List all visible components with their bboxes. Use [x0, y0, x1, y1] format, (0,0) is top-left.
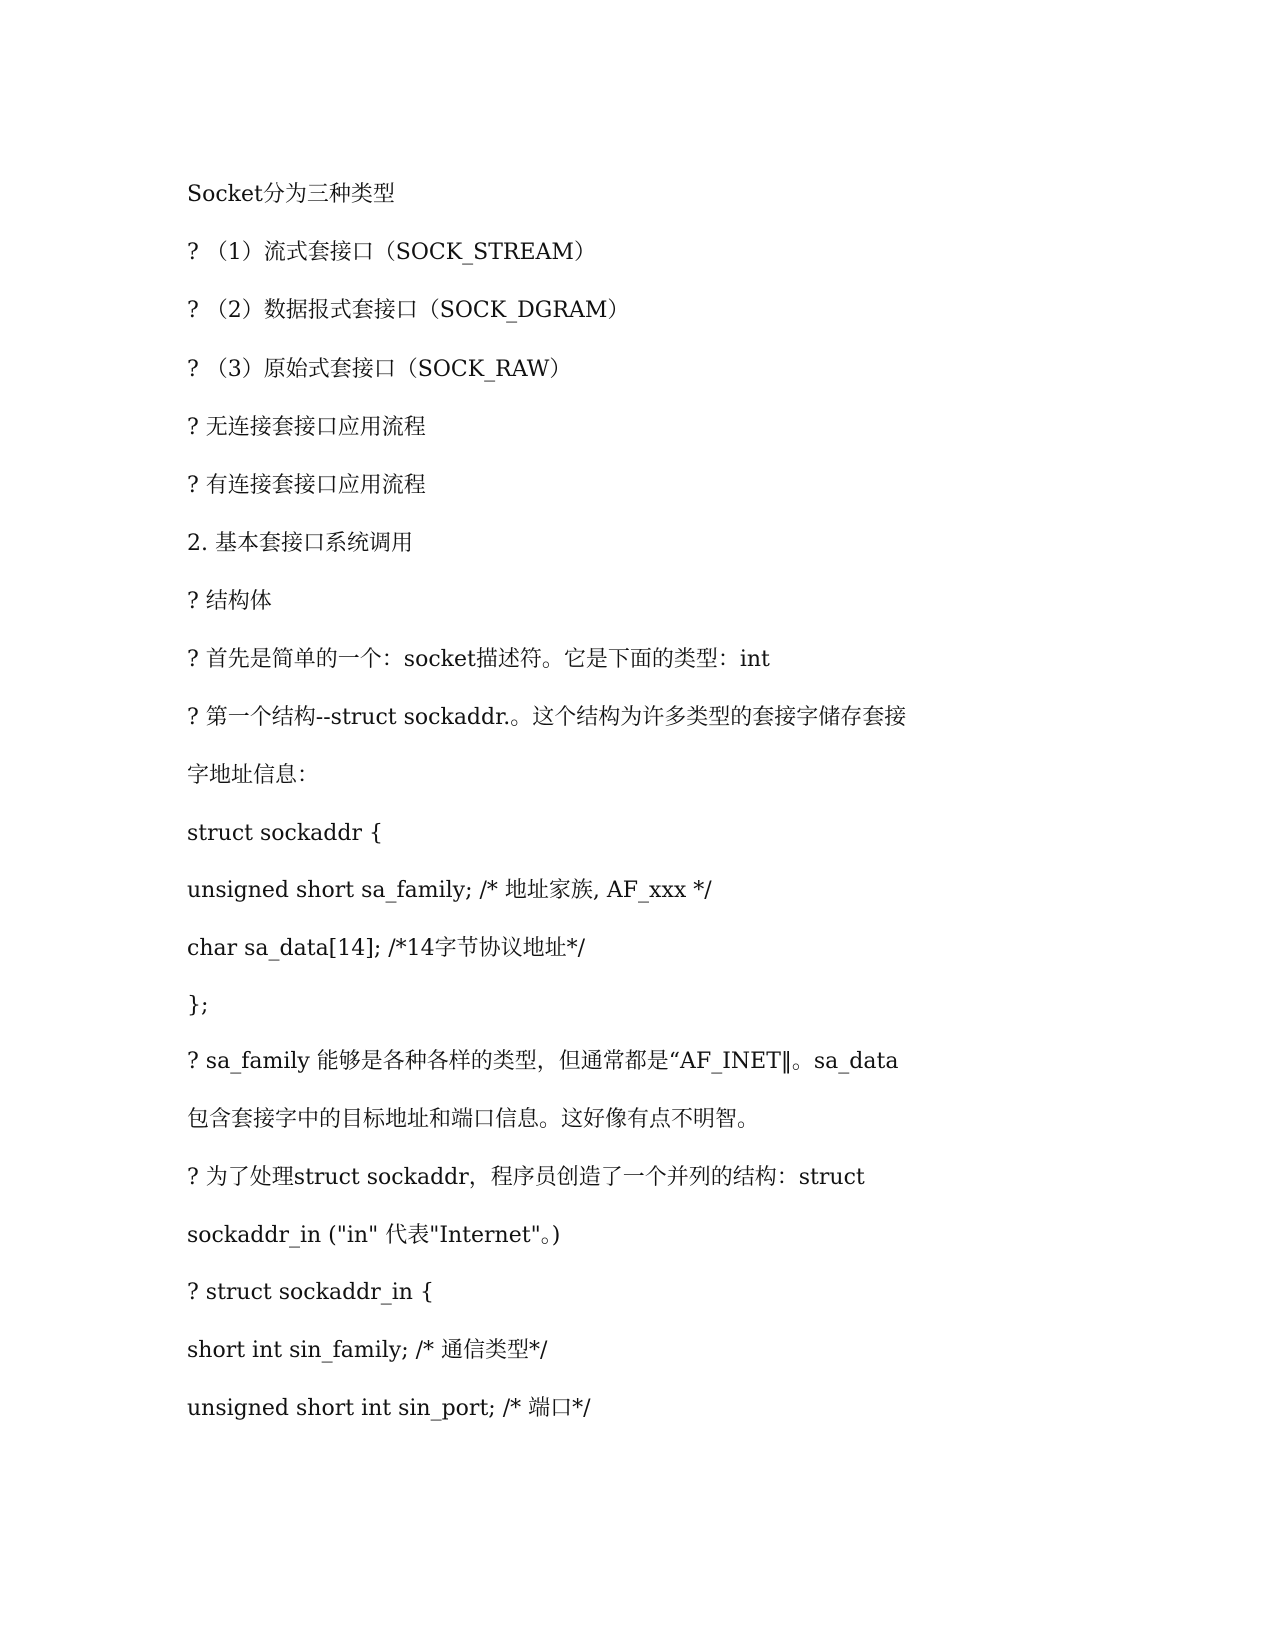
text-line: ? 结构体 [187, 589, 272, 614]
code-line: ? struct sockaddr_in { [187, 1280, 434, 1305]
text-line: ? 无连接套接口应用流程 [187, 415, 426, 440]
code-line: unsigned short int sin_port; /* 端口*/ [187, 1396, 591, 1421]
text-line: ? 第一个结构--struct sockaddr.。这个结构为许多类型的套接字储存套接 [187, 705, 907, 730]
text-line: ? 为了处理struct sockaddr，程序员创造了一个并列的结构：struct [187, 1165, 865, 1190]
text-line: ? 有连接套接口应用流程 [187, 473, 426, 498]
text-line: Socket分为三种类型 [187, 182, 395, 207]
code-line: short int sin_family; /* 通信类型*/ [187, 1338, 548, 1363]
text-line: ? sa_family 能够是各种各样的类型，但通常都是“AF_INET‖。sa_data [187, 1049, 899, 1074]
code-line: char sa_data[14]; /*14字节协议地址*/ [187, 936, 586, 961]
text-line: sockaddr_in ("in" 代表"Internet"。) [187, 1223, 561, 1248]
text-line: ? （3）原始式套接口（SOCK_RAW） [187, 357, 572, 382]
text-line: 2. 基本套接口系统调用 [187, 531, 413, 556]
code-line: struct sockaddr { [187, 821, 383, 846]
code-line: }; [187, 993, 209, 1018]
text-line: ? 首先是简单的一个：socket描述符。它是下面的类型：int [187, 647, 770, 672]
text-line: ? （2）数据报式套接口（SOCK_DGRAM） [187, 298, 630, 323]
text-line: 字地址信息： [187, 763, 320, 788]
code-line: unsigned short sa_family; /* 地址家族, AF_xxx */ [187, 878, 712, 903]
text-line: ? （1）流式套接口（SOCK_STREAM） [187, 240, 596, 265]
text-line: 包含套接字中的目标地址和端口信息。这好像有点不明智。 [187, 1107, 760, 1132]
